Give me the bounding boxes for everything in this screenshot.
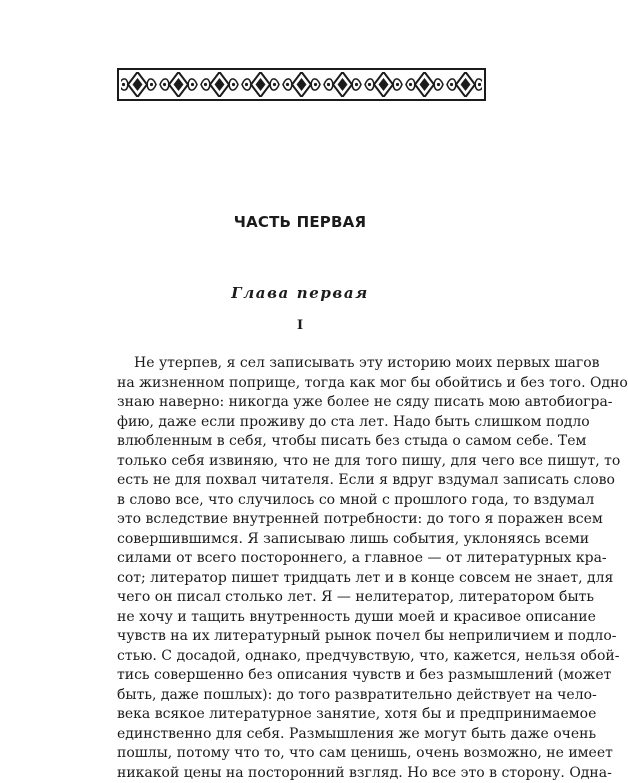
text-line: пошлы, потому что то, что сам ценишь, очень возможно, не имеет: [117, 744, 486, 764]
text-line: есть не для похвал читателя. Если я вдруг вздумал записать слово: [117, 471, 486, 491]
text-line: тись совершенно без описания чувств и без размышлений (может: [117, 666, 486, 686]
text-line: влюбленным в себя, чтобы писать без стыда о самом себе. Тем: [117, 432, 486, 452]
text-line: только себя извиняю, что не для того пишу, для чего все пишут, то: [117, 452, 486, 472]
text-line: совершившимся. Я записываю лишь события, уклоняясь всеми: [117, 530, 486, 550]
text-line: стью. С досадой, однако, предчувствую, что, кажется, нельзя обой-: [117, 647, 486, 667]
text-line: фию, даже если проживу до ста лет. Надо быть слишком подло: [117, 413, 486, 433]
text-line: Не утерпев, я сел записывать эту историю моих первых шагов: [117, 354, 486, 374]
text-line: это вследствие внутренней потребности: до того я поражен всем: [117, 510, 486, 530]
part-title: ЧАСТЬ ПЕРВАЯ: [0, 213, 600, 231]
chapter-title: Глава первая: [0, 284, 600, 302]
text-line: силами от всего постороннего, а главное — от литературных кра-: [117, 549, 486, 569]
text-line: на жизненном поприще, тогда как мог бы обойтись и без того. Одно: [117, 374, 486, 394]
body-paragraph: [117, 354, 486, 783]
text-line: сот; литератор пишет тридцать лет и в конце совсем не знает, для: [117, 569, 486, 589]
text-line: знаю наверно: никогда уже более не сяду писать мою автобиогра-: [117, 393, 486, 413]
text-line: быть, даже пошлых): до того развратительно действует на чело-: [117, 686, 486, 706]
text-line: века всякое литературное занятие, хотя бы и предпринимаемое: [117, 705, 486, 725]
text-line: чего он писал столько лет. Я — нелитератор, литератором быть: [117, 588, 486, 608]
decorative-border: [117, 68, 486, 101]
text-line: чувств на их литературный рынок почел бы неприличием и подло-: [117, 627, 486, 647]
text-line: никакой цены на посторонний взгляд. Но все это в сторону. Одна-: [117, 764, 486, 783]
text-line: в слово все, что случилось со мной с прошлого года, то вздумал: [117, 491, 486, 511]
section-number: I: [0, 318, 600, 333]
text-line: не хочу и тащить внутренность души моей и красивое описание: [117, 608, 486, 628]
text-line: единственно для себя. Размышления же могут быть даже очень: [117, 725, 486, 745]
